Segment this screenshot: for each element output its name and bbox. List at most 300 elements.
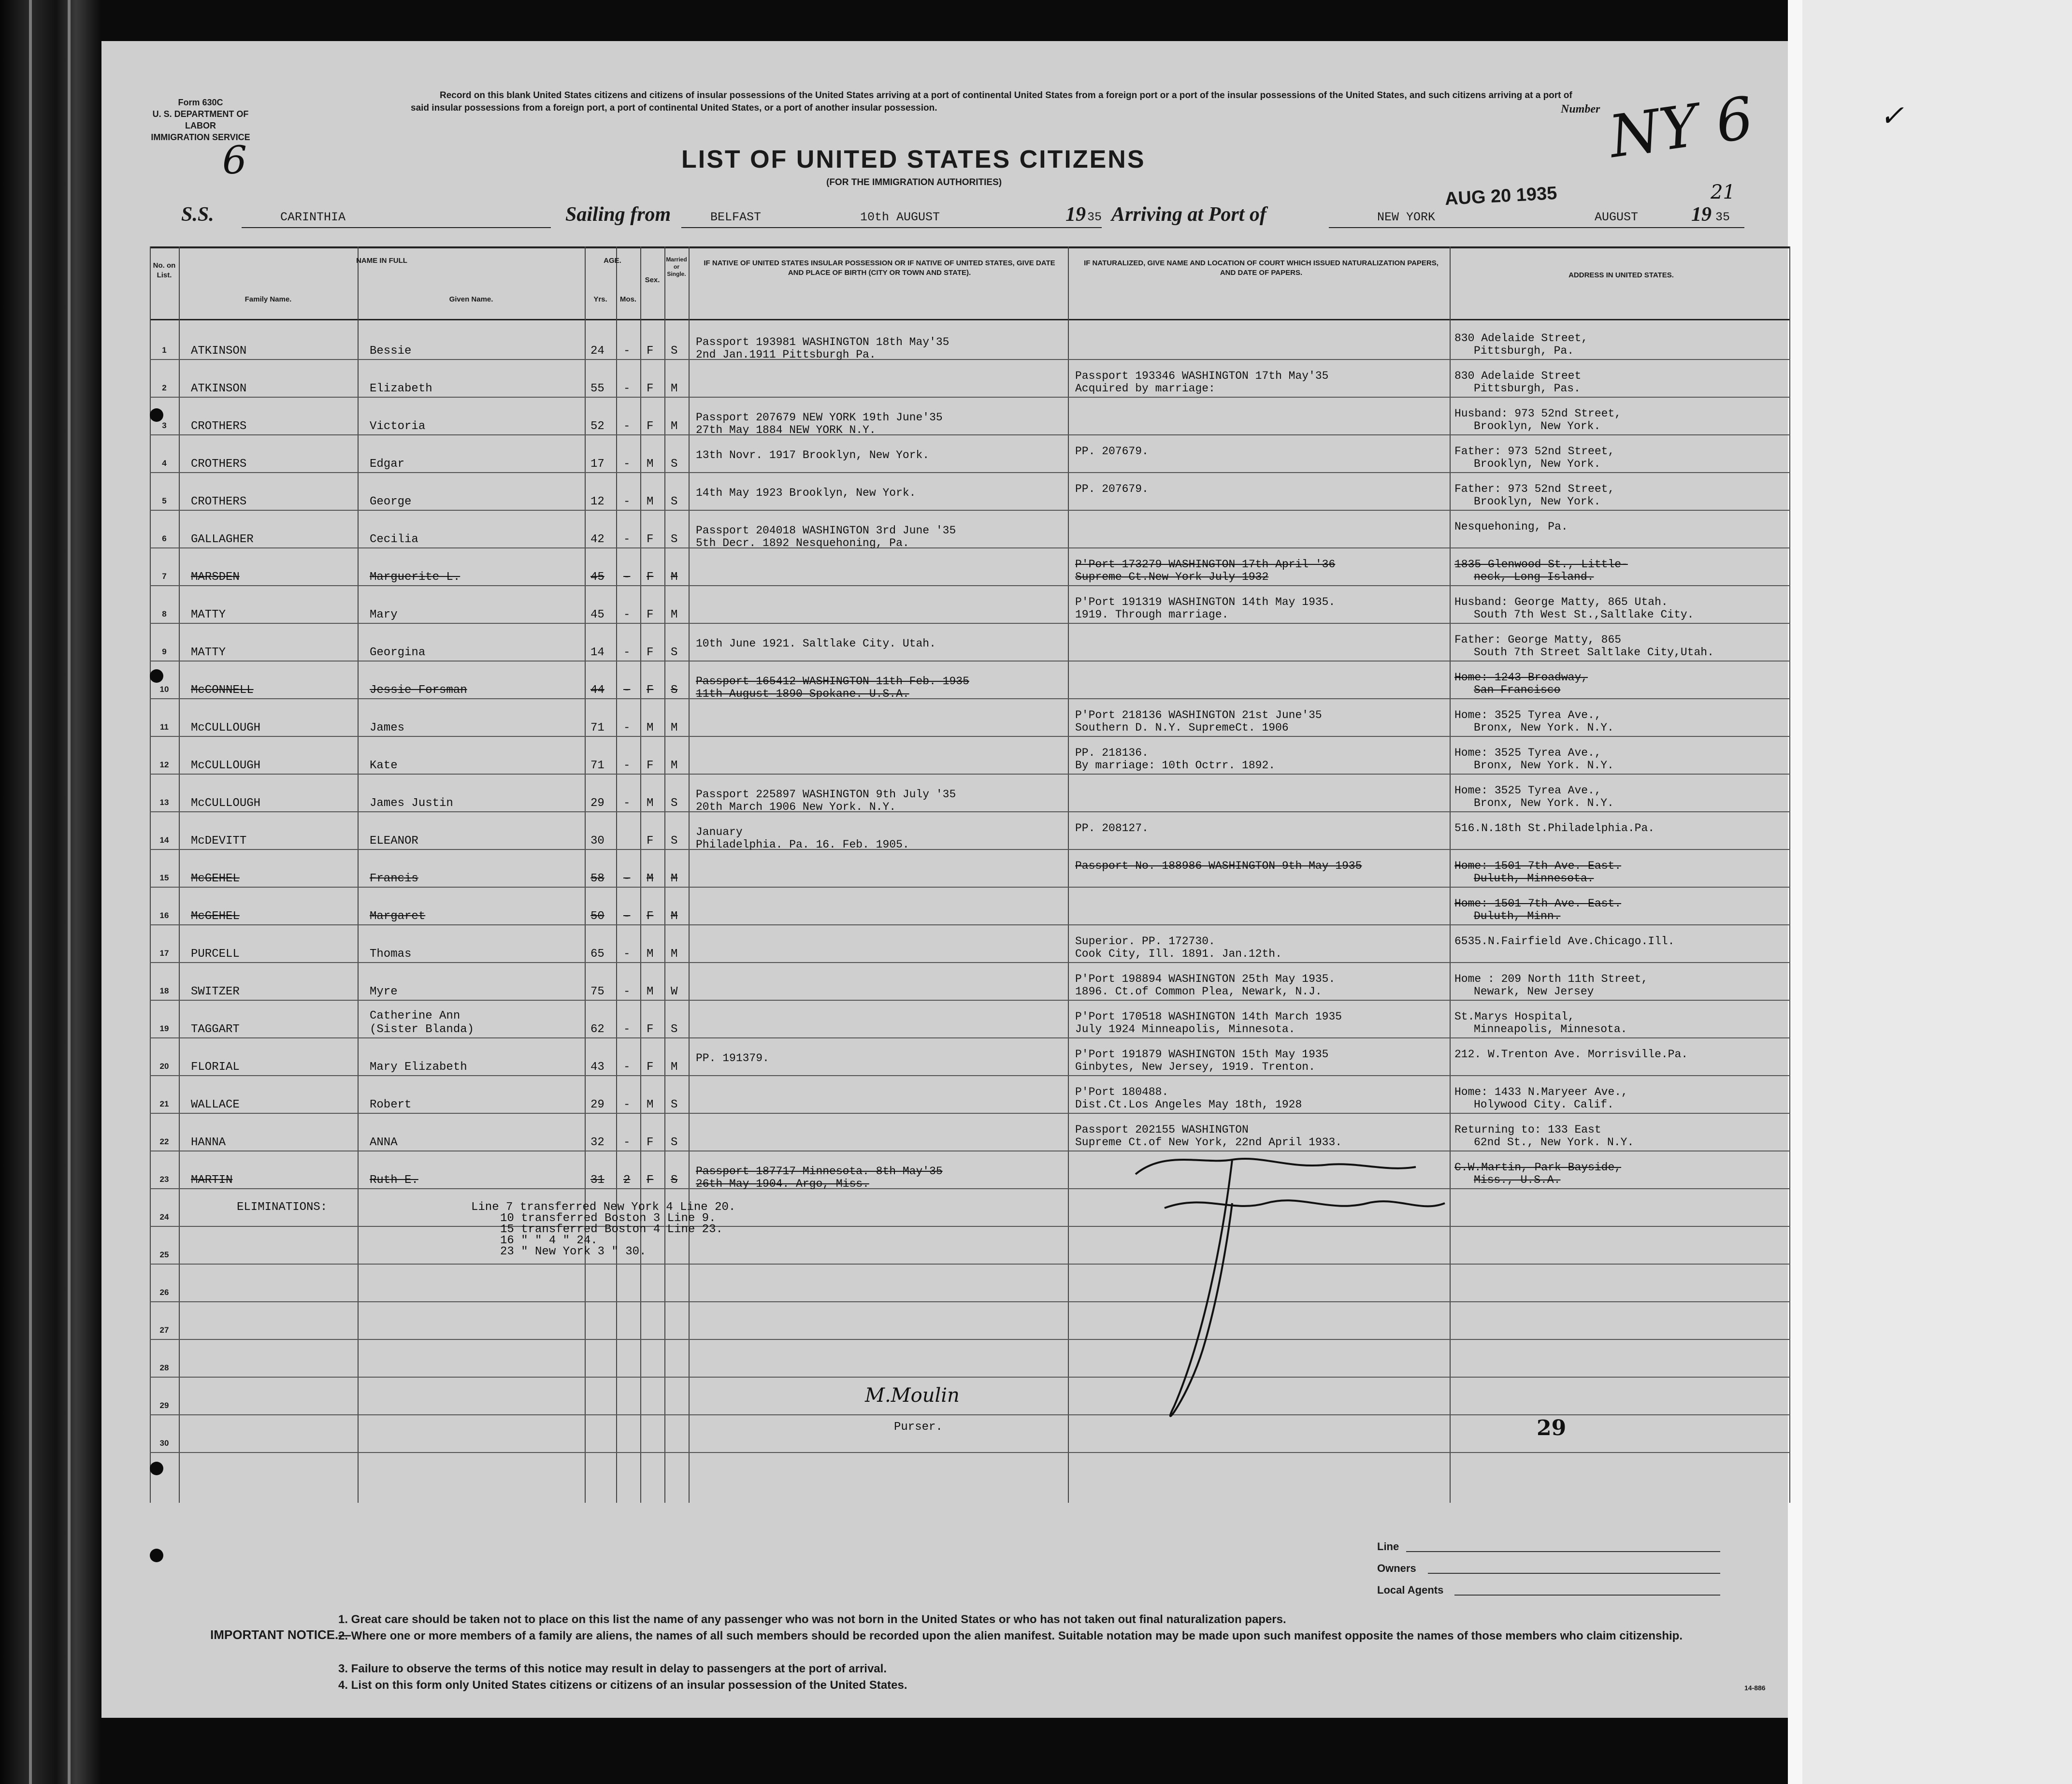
family-name-cell: MATTY: [191, 646, 226, 659]
addr-cell: Brooklyn, New York.: [1474, 458, 1601, 470]
owners-label: Owners: [1377, 1562, 1416, 1574]
row-rule: [150, 1414, 1790, 1415]
birth-cell: Passport 187717 Minnesota. 8th May'35: [696, 1165, 943, 1178]
age-years-cell: 45: [590, 571, 604, 584]
given-name-cell: Marguerite L.: [370, 571, 460, 584]
adjacent-page: [1788, 0, 2072, 1784]
ship-name: CARINTHIA: [280, 210, 346, 224]
row-rule: [150, 1037, 1790, 1038]
sailing-date: 10th AUGUST: [860, 210, 940, 224]
row-number: 20: [159, 1062, 169, 1071]
family-name-cell: McCULLOUGH: [191, 759, 261, 772]
family-name-cell: GALLAGHER: [191, 533, 254, 546]
age-years-cell: 71: [590, 759, 604, 772]
form-code: 14-886: [1744, 1684, 1766, 1692]
family-name-cell: CROTHERS: [191, 420, 247, 433]
addr-cell: 212. W.Trenton Ave. Morrisville.Pa.: [1454, 1048, 1688, 1061]
age-months-cell: -: [623, 985, 631, 998]
sailing-year: 35: [1087, 210, 1102, 224]
inspector-signature: [1107, 1145, 1541, 1435]
marital-status-cell: S: [671, 458, 678, 471]
birth-cell: 26th May 1904. Argo, Miss.: [696, 1178, 869, 1190]
instructions: Record on this blank United States citizens and citizens of insular possessions of the United States arriving at a port of continental United States from a foreign port or a port of the insular possessions of the United States, and such citizens arriving at a port of said insular possessions from a foreign port, a port of continental United States, or a port of another insular possession.: [411, 90, 1572, 113]
sex-cell: F: [647, 759, 654, 772]
sex-cell: F: [647, 1136, 654, 1149]
addr-cell: Bronx, New York. N.Y.: [1474, 797, 1614, 809]
sailing-label: Sailing from: [565, 203, 671, 226]
age-years-cell: 17: [590, 458, 604, 471]
row-rule: [150, 1339, 1790, 1340]
given-name-cell: ANNA: [370, 1136, 398, 1149]
addr-cell: Brooklyn, New York.: [1474, 495, 1601, 508]
nat-cell: Acquired by marriage:: [1075, 382, 1215, 395]
arriving-label: Arriving at Port of: [1111, 203, 1266, 226]
sex-cell: F: [647, 571, 654, 584]
birth-cell: Passport 165412 WASHINGTON 11th Feb. 1935: [696, 675, 969, 688]
age-months-cell: -: [623, 420, 631, 433]
row-rule: [150, 472, 1790, 473]
addr-cell: 62nd St., New York. N.Y.: [1474, 1136, 1634, 1149]
nat-cell: P'Port 170518 WASHINGTON 14th March 1935: [1075, 1010, 1342, 1023]
nat-cell: P'Port 180488.: [1075, 1086, 1169, 1098]
table-top-rule: [150, 246, 1790, 248]
addr-cell: Home: 1243 Broadway,: [1454, 671, 1588, 684]
row-number: 26: [159, 1288, 169, 1297]
addr-cell: 6535.N.Fairfield Ave.Chicago.Ill.: [1454, 935, 1675, 948]
addr-cell: Duluth, Minn.: [1474, 910, 1561, 922]
given-name-cell: Victoria: [370, 420, 426, 433]
nat-cell: Passport 202155 WASHINGTON: [1075, 1123, 1249, 1136]
birth-cell: January: [696, 826, 743, 838]
elimination-line: 15 transferred Boston 4 Line 23.: [500, 1223, 723, 1236]
row-rule: [150, 811, 1790, 812]
marital-status-cell: S: [671, 646, 678, 659]
addr-cell: Home: 3525 Tyrea Ave.,: [1454, 709, 1601, 721]
col-married: Married or Single.: [666, 256, 687, 277]
row-rule: [150, 962, 1790, 963]
binding-hole: [150, 669, 163, 683]
addr-cell: 830 Adelaide Street: [1454, 370, 1582, 382]
row-rule: [150, 774, 1790, 775]
row-rule: [150, 1264, 1790, 1265]
age-months-cell: -: [623, 1023, 631, 1036]
addr-cell: Husband: George Matty, 865 Utah.: [1454, 596, 1668, 608]
purser-signature: M.Moulin: [865, 1384, 960, 1407]
form-id: Form 630C: [178, 98, 223, 107]
row-number: 30: [159, 1439, 169, 1448]
birth-cell: 13th Novr. 1917 Brooklyn, New York.: [696, 449, 930, 461]
sex-cell: M: [647, 948, 654, 961]
given-name-cell: Jessie Forsman: [370, 684, 467, 697]
addr-cell: Home: 1501 7th Ave. East.: [1454, 860, 1622, 872]
age-years-cell: 12: [590, 495, 604, 508]
nat-cell: July 1924 Minneapolis, Minnesota.: [1075, 1023, 1295, 1036]
number-value: NY 6: [1605, 84, 1757, 172]
arrival-year: 35: [1715, 210, 1730, 224]
age-years-cell: 14: [590, 646, 604, 659]
age-years-cell: 32: [590, 1136, 604, 1149]
manifest-page: [101, 41, 1904, 1718]
age-years-cell: 24: [590, 345, 604, 358]
family-name-cell: McCULLOUGH: [191, 797, 261, 810]
arrival-day-note: 21: [1711, 181, 1735, 203]
row-rule: [150, 1000, 1790, 1001]
marital-status-cell: S: [671, 533, 678, 546]
nat-cell: P'Port 198894 WASHINGTON 25th May 1935.: [1075, 973, 1336, 985]
given-name-cell: Cecilia: [370, 533, 418, 546]
header-rule: [150, 319, 1790, 320]
addr-cell: San Francisco: [1474, 684, 1561, 696]
marital-status-cell: S: [671, 1136, 678, 1149]
addr-cell: Home: 1433 N.Maryeer Ave.,: [1454, 1086, 1628, 1098]
col-birth: IF NATIVE OF UNITED STATES INSULAR POSSESSION OR IF NATIVE OF UNITED STATES, GIVE DATE AND PLACE OF BIRTH (CITY OR TOWN AND STATE).: [704, 259, 1055, 277]
line-rule: [1406, 1551, 1720, 1552]
addr-cell: 1835 Glenwood St., Little-: [1454, 558, 1628, 571]
nat-cell: Ginbytes, New Jersey, 1919. Trenton.: [1075, 1061, 1315, 1073]
row-number: 7: [162, 572, 167, 581]
sex-cell: F: [647, 1061, 654, 1074]
birth-cell: 5th Decr. 1892 Nesquehoning, Pa.: [696, 537, 909, 549]
addr-cell: Father: George Matty, 865: [1454, 633, 1622, 646]
nat-cell: P'Port 218136 WASHINGTON 21st June'35: [1075, 709, 1322, 721]
given-name-cell: (Sister Blanda): [370, 1023, 475, 1036]
age-months-cell: -: [623, 872, 631, 885]
addr-cell: Miss., U.S.A.: [1474, 1174, 1561, 1186]
age-months-cell: -: [623, 345, 631, 358]
sex-cell: M: [647, 495, 654, 508]
sex-cell: F: [647, 910, 654, 923]
form-id-block: [145, 97, 256, 143]
marital-status-cell: S: [671, 797, 678, 810]
family-name-cell: WALLACE: [191, 1098, 240, 1111]
given-name-cell: Francis: [370, 872, 418, 885]
given-name-cell: Elizabeth: [370, 382, 432, 395]
sailing-from: BELFAST: [710, 210, 762, 224]
given-name-cell: George: [370, 495, 412, 508]
marital-status-cell: S: [671, 345, 678, 358]
row-number: 12: [159, 760, 169, 769]
family-name-cell: McGEHEL: [191, 872, 240, 885]
row-number: 29: [159, 1401, 169, 1410]
birth-cell: 20th March 1906 New York. N.Y.: [696, 801, 896, 813]
col-address: ADDRESS IN UNITED STATES.: [1568, 271, 1674, 279]
row-rule: [150, 397, 1790, 398]
row-number: 24: [159, 1212, 169, 1222]
family-name-cell: HANNA: [191, 1136, 226, 1149]
sex-cell: F: [647, 345, 654, 358]
sex-cell: M: [647, 872, 654, 885]
row-number: 27: [159, 1325, 169, 1335]
eliminations-label: ELIMINATIONS:: [237, 1201, 328, 1214]
age-years-cell: 62: [590, 1023, 604, 1036]
row-rule: [150, 698, 1790, 699]
given-name-cell: ELEANOR: [370, 834, 418, 848]
addr-cell: Newark, New Jersey: [1474, 985, 1594, 998]
family-name-cell: FLORIAL: [191, 1061, 240, 1074]
row-number: 8: [162, 609, 167, 619]
elimination-line: 16 " " 4 " 24.: [500, 1234, 598, 1247]
col-name-in-full: NAME IN FULL: [356, 257, 407, 265]
addr-cell: Bronx, New York. N.Y.: [1474, 759, 1614, 772]
row-rule: [150, 661, 1790, 662]
addr-cell: Husband: 973 52nd Street,: [1454, 407, 1622, 420]
birth-cell: 10th June 1921. Saltlake City. Utah.: [696, 637, 936, 650]
marital-status-cell: M: [671, 910, 678, 923]
col-given-name: Given Name.: [449, 295, 493, 303]
arrival-underline: [1329, 227, 1744, 228]
age-years-cell: 29: [590, 797, 604, 810]
row-rule: [150, 434, 1790, 435]
arrival-month: AUGUST: [1595, 210, 1639, 224]
marital-status-cell: S: [671, 1098, 678, 1111]
sailing-underline: [681, 227, 1102, 228]
row-rule: [150, 547, 1790, 548]
nat-cell: Dist.Ct.Los Angeles May 18th, 1928: [1075, 1098, 1302, 1111]
row-rule: [150, 1113, 1790, 1114]
marital-status-cell: W: [671, 985, 678, 998]
corner-mark: 6: [222, 138, 247, 183]
elimination-line: 23 " New York 3 " 30.: [500, 1245, 647, 1258]
nat-cell: PP. 218136.: [1075, 747, 1149, 759]
birth-cell: Passport 207679 NEW YORK 19th June'35: [696, 411, 943, 424]
col-mos: Mos.: [619, 295, 637, 303]
addr-cell: Pittsburgh, Pas.: [1474, 382, 1581, 395]
binding-line: [29, 0, 32, 1784]
row-number: 2: [162, 383, 167, 392]
marital-status-cell: S: [671, 1023, 678, 1036]
addr-cell: Minneapolis, Minnesota.: [1474, 1023, 1627, 1036]
sex-cell: M: [647, 797, 654, 810]
marital-status-cell: M: [671, 872, 678, 885]
marital-status-cell: S: [671, 495, 678, 508]
given-name-cell: James Justin: [370, 797, 453, 810]
row-rule: [150, 924, 1790, 925]
row-rule: [150, 887, 1790, 888]
arrival-port: NEW YORK: [1377, 210, 1436, 224]
binding-hole: [150, 1462, 163, 1475]
nat-cell: P'Port 173279 WASHINGTON 17th April '36: [1075, 558, 1336, 571]
age-months-cell: -: [623, 684, 631, 697]
age-months-cell: 2: [623, 1174, 631, 1187]
sex-cell: F: [647, 420, 654, 433]
row-rule: [150, 1377, 1790, 1378]
given-name-cell: Ruth E.: [370, 1174, 418, 1187]
addr-cell: C.W.Martin, Park Bayside,: [1454, 1161, 1622, 1174]
addr-cell: South 7th West St.,Saltlake City.: [1474, 608, 1694, 621]
row-rule: [150, 359, 1790, 360]
notice-title: IMPORTANT NOTICE.—: [210, 1627, 351, 1642]
given-name-line2: Catherine Ann: [370, 1009, 460, 1022]
family-name-cell: McDEVITT: [191, 834, 247, 848]
sex-cell: F: [647, 1023, 654, 1036]
nat-cell: PP. 208127.: [1075, 822, 1149, 834]
row-number: 6: [162, 534, 167, 543]
nat-cell: PP. 207679.: [1075, 483, 1149, 495]
age-months-cell: -: [623, 759, 631, 772]
marital-status-cell: M: [671, 948, 678, 961]
sailing-year-prefix: 19: [1065, 203, 1086, 226]
age-months-cell: -: [623, 458, 631, 471]
manifest-table: [150, 246, 1790, 1503]
age-months-cell: -: [623, 1061, 631, 1074]
sex-cell: F: [647, 1174, 654, 1187]
addr-cell: 516.N.18th St.Philadelphia.Pa.: [1454, 822, 1655, 834]
nat-cell: Southern D. N.Y. SupremeCt. 1906: [1075, 721, 1289, 734]
family-name-cell: MARSDEN: [191, 571, 240, 584]
birth-cell: Passport 204018 WASHINGTON 3rd June '35: [696, 524, 956, 537]
family-name-cell: MATTY: [191, 608, 226, 621]
birth-cell: 14th May 1923 Brooklyn, New York.: [696, 487, 916, 499]
addr-cell: Father: 973 52nd Street,: [1454, 483, 1615, 495]
row-rule: [150, 510, 1790, 511]
age-years-cell: 75: [590, 985, 604, 998]
page-subtitle: (FOR THE IMMIGRATION AUTHORITIES): [826, 177, 1002, 187]
row-number: 25: [159, 1250, 169, 1259]
row-rule: [150, 1452, 1790, 1453]
addr-cell: Home: 3525 Tyrea Ave.,: [1454, 747, 1601, 759]
elimination-line: Line 7 transferred New York 4 Line 20.: [471, 1201, 736, 1214]
page-title: LIST OF UNITED STATES CITIZENS: [681, 145, 1146, 173]
row-number: 15: [159, 873, 169, 882]
age-years-cell: 52: [590, 420, 604, 433]
addr-cell: Pittsburgh, Pa.: [1474, 345, 1574, 357]
notice-item: 2. Where one or more members of a family are aliens, the names of all such members should be recorded upon the alien manifest. Suitable notation may be made upon such manifest opposite the names of those members who claim citizenship.: [338, 1629, 1683, 1642]
age-months-cell: -: [623, 721, 631, 734]
nat-cell: 1919. Through marriage.: [1075, 608, 1229, 621]
row-rule: [150, 1075, 1790, 1076]
row-rule: [150, 736, 1790, 737]
row-number: 11: [160, 722, 169, 732]
given-name-cell: James: [370, 721, 405, 734]
birth-cell: Philadelphia. Pa. 16. Feb. 1905.: [696, 838, 909, 851]
age-months-cell: -: [623, 382, 631, 395]
age-years-cell: 50: [590, 910, 604, 923]
given-name-cell: Mary: [370, 608, 398, 621]
row-rule: [150, 1301, 1790, 1302]
given-name-cell: Margaret: [370, 910, 426, 923]
department: U. S. DEPARTMENT OF LABOR: [152, 109, 249, 130]
given-name-cell: Myre: [370, 985, 398, 998]
book-spine: [0, 0, 101, 1784]
age-years-cell: 44: [590, 684, 604, 697]
agents-rule: [1454, 1595, 1720, 1596]
age-years-cell: 55: [590, 382, 604, 395]
given-name-cell: Edgar: [370, 458, 405, 471]
family-name-cell: CROTHERS: [191, 458, 247, 471]
row-rule: [150, 623, 1790, 624]
col-family-name: Family Name.: [245, 295, 292, 303]
birth-cell: Passport 225897 WASHINGTON 9th July '35: [696, 788, 956, 801]
addr-cell: Father: 973 52nd Street,: [1454, 445, 1615, 458]
row-number: 5: [162, 496, 167, 505]
addr-cell: Holywood City. Calif.: [1474, 1098, 1614, 1111]
row-number: 1: [162, 345, 167, 355]
age-months-cell: -: [623, 910, 631, 923]
arrival-year-prefix: 19: [1691, 203, 1712, 226]
corner-tick: ✓: [1880, 99, 1904, 133]
number-label: Number: [1561, 103, 1600, 115]
marital-status-cell: S: [671, 834, 678, 848]
ship-underline: [242, 227, 551, 228]
nat-cell: P'Port 191879 WASHINGTON 15th May 1935: [1075, 1048, 1329, 1061]
binding-line: [68, 0, 71, 1784]
age-months-cell: -: [623, 1098, 631, 1111]
age-years-cell: 58: [590, 872, 604, 885]
age-months-cell: -: [623, 1136, 631, 1149]
addr-cell: Returning to: 133 East: [1454, 1123, 1601, 1136]
sex-cell: M: [647, 1098, 654, 1111]
birth-cell: 27th May 1884 NEW YORK N.Y.: [696, 424, 876, 436]
marital-status-cell: S: [671, 684, 678, 697]
family-name-cell: CROTHERS: [191, 495, 247, 508]
birth-cell: Passport 193981 WASHINGTON 18th May'35: [696, 336, 950, 348]
notice-item: 3. Failure to observe the terms of this notice may result in delay to passengers at the port of arrival.: [338, 1662, 887, 1675]
nat-cell: By marriage: 10th Octrr. 1892.: [1075, 759, 1276, 772]
age-months-cell: -: [623, 608, 631, 621]
binding-hole: [150, 408, 163, 422]
row-number: 16: [159, 911, 169, 920]
nat-cell: Passport 193346 WASHINGTON 17th May'35: [1075, 370, 1329, 382]
row-rule: [150, 585, 1790, 586]
page-number: 29: [1537, 1416, 1567, 1440]
age-years-cell: 30: [590, 834, 604, 848]
addr-cell: 830 Adelaide Street,: [1454, 332, 1588, 345]
addr-cell: Duluth, Minnesota.: [1474, 872, 1594, 885]
sex-cell: F: [647, 382, 654, 395]
row-number: 14: [159, 835, 169, 845]
nat-cell: 1896. Ct.of Common Plea, Newark, N.J.: [1075, 985, 1322, 998]
col-yrs: Yrs.: [593, 295, 607, 303]
given-name-cell: Georgina: [370, 646, 426, 659]
row-rule: [150, 1226, 1790, 1227]
birth-cell: PP. 191379.: [696, 1052, 769, 1065]
sex-cell: F: [647, 533, 654, 546]
sex-cell: F: [647, 834, 654, 848]
given-name-cell: Thomas: [370, 948, 412, 961]
nat-cell: Passport No. 188986 WASHINGTON 9th May 1935: [1075, 860, 1362, 872]
purser-label: Purser.: [894, 1421, 943, 1434]
age-years-cell: 42: [590, 533, 604, 546]
addr-cell: South 7th Street Saltlake City,Utah.: [1474, 646, 1714, 659]
age-years-cell: 43: [590, 1061, 604, 1074]
addr-cell: Nesquehoning, Pa.: [1454, 520, 1568, 533]
sex-cell: M: [647, 985, 654, 998]
col-no: No. on List.: [153, 261, 176, 279]
owners-rule: [1428, 1573, 1720, 1574]
birth-cell: 2nd Jan.1911 Pittsburgh Pa.: [696, 348, 876, 361]
binding-hole: [150, 1549, 163, 1562]
marital-status-cell: M: [671, 721, 678, 734]
family-name-cell: McCULLOUGH: [191, 721, 261, 734]
addr-cell: St.Marys Hospital,: [1454, 1010, 1575, 1023]
age-months-cell: -: [623, 571, 631, 584]
row-number: 21: [159, 1099, 169, 1108]
marital-status-cell: S: [671, 1174, 678, 1187]
addr-cell: neck, Long Island.: [1474, 571, 1594, 583]
marital-status-cell: M: [671, 571, 678, 584]
given-name-cell: Robert: [370, 1098, 412, 1111]
family-name-cell: TAGGART: [191, 1023, 240, 1036]
age-years-cell: 45: [590, 608, 604, 621]
ss-label: S.S.: [181, 203, 214, 226]
marital-status-cell: M: [671, 382, 678, 395]
family-name-cell: McGEHEL: [191, 910, 240, 923]
addr-cell: Brooklyn, New York.: [1474, 420, 1601, 432]
marital-status-cell: M: [671, 759, 678, 772]
age-years-cell: 71: [590, 721, 604, 734]
arrival-date-stamp: AUG 20 1935: [1444, 183, 1558, 210]
row-number: 18: [159, 986, 169, 995]
